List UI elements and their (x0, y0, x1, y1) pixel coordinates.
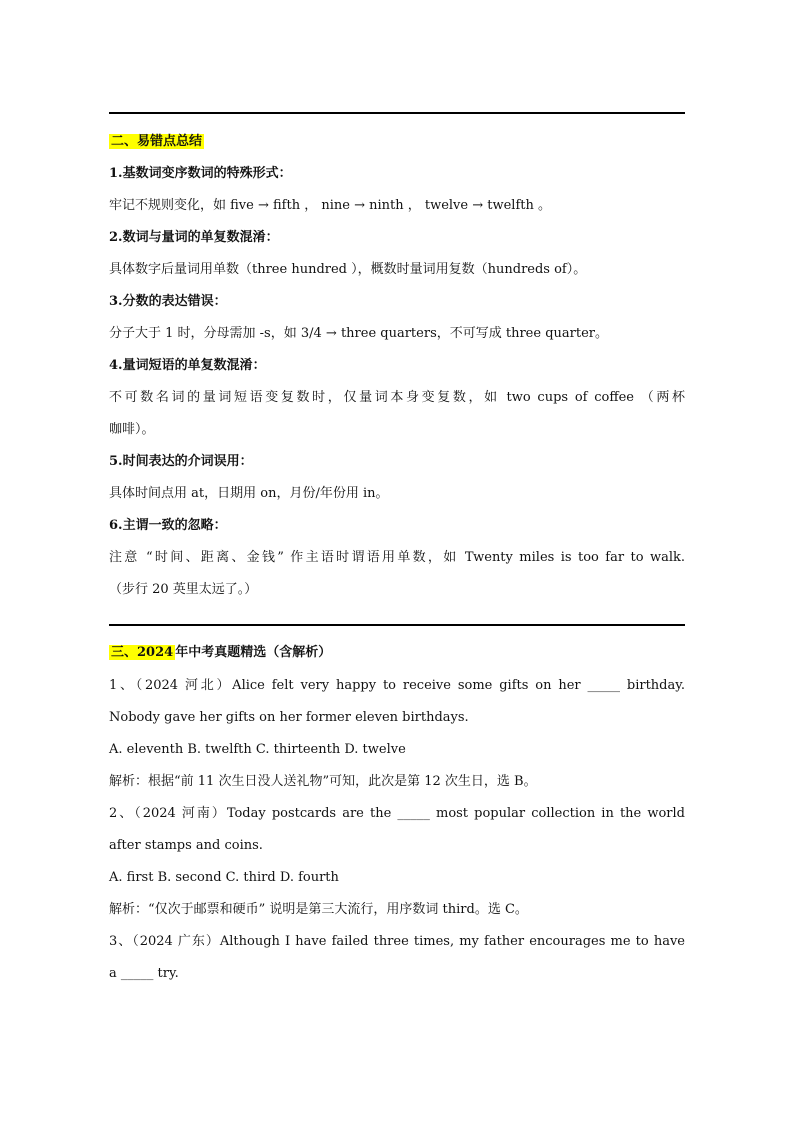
mistake-4-text-line2: 咖啡）。 (109, 422, 155, 437)
question-1-stem-line1: 1、（2024 河北）Alice felt very happy to receive some gifts on her _____ birthday. (109, 678, 685, 693)
mistake-2-text: 具体数字后量词用单数（three hundred ），概数时量词用复数（hundreds of）。 (109, 262, 587, 277)
mistake-4-text-line1: 不可数名词的量词短语变复数时，仅量词本身变复数，如 two cups of coffee （两杯 (109, 390, 685, 405)
mistake-6-text-line1: 注意 “时间、距离、金钱” 作主语时谓语用单数，如 Twenty miles is too far to walk. (109, 550, 685, 565)
horizontal-rule (109, 624, 685, 626)
question-3-stem-line1: 3、（2024 广东）Although I have failed three times, my father encourages me to have (109, 934, 685, 949)
question-3-stem-line2: a _____ try. (109, 966, 179, 981)
mistake-2-title: 2.数词与量词的单复数混淆： (109, 230, 279, 245)
question-1-analysis: 解析：根据“前 11 次生日没人送礼物”可知，此次是第 12 次生日，选 B。 (109, 774, 537, 789)
heading-part2: 年中考真题精选（含解析） (175, 645, 332, 660)
question-1-options: A. eleventh B. twelfth C. thirteenth D. twelve (109, 742, 406, 757)
mistake-3-text: 分子大于 1 时，分母需加 -s，如 3/4 → three quarters，不可写成 three quarter。 (109, 326, 608, 341)
mistake-3-title: 3.分数的表达错误： (109, 294, 227, 309)
mistake-6-title: 6.主谓一致的忽略： (109, 518, 227, 533)
mistake-4-title: 4.量词短语的单复数混淆： (109, 358, 266, 373)
question-2-options: A. first B. second C. third D. fourth (109, 870, 339, 885)
highlighted-heading-part1: 三、2024 (111, 645, 174, 660)
section-heading-exam-questions (109, 643, 685, 663)
mistake-1-title: 1.基数词变序数词的特殊形式： (109, 166, 292, 181)
mistake-1-text: 牢记不规则变化，如 five → fifth ， nine → ninth ， twelve → twelfth 。 (109, 198, 552, 213)
horizontal-rule (109, 112, 685, 114)
question-2-stem-line1: 2、（2024 河南）Today postcards are the _____ most popular collection in the world (109, 806, 685, 821)
highlighted-heading: 二、易错点总结 (111, 134, 203, 149)
question-2-stem-line2: after stamps and coins. (109, 838, 263, 853)
section-heading-mistakes (109, 132, 685, 152)
mistake-5-title: 5.时间表达的介词误用： (109, 454, 253, 469)
mistake-5-text: 具体时间点用 at，日期用 on，月份/年份用 in。 (109, 486, 389, 501)
question-2-analysis: 解析：“仅次于邮票和硬币” 说明是第三大流行，用序数词 third。选 C。 (109, 902, 528, 917)
question-1-stem-line2: Nobody gave her gifts on her former eleven birthdays. (109, 710, 469, 725)
mistake-6-text-line2: （步行 20 英里太远了。） (109, 582, 258, 597)
